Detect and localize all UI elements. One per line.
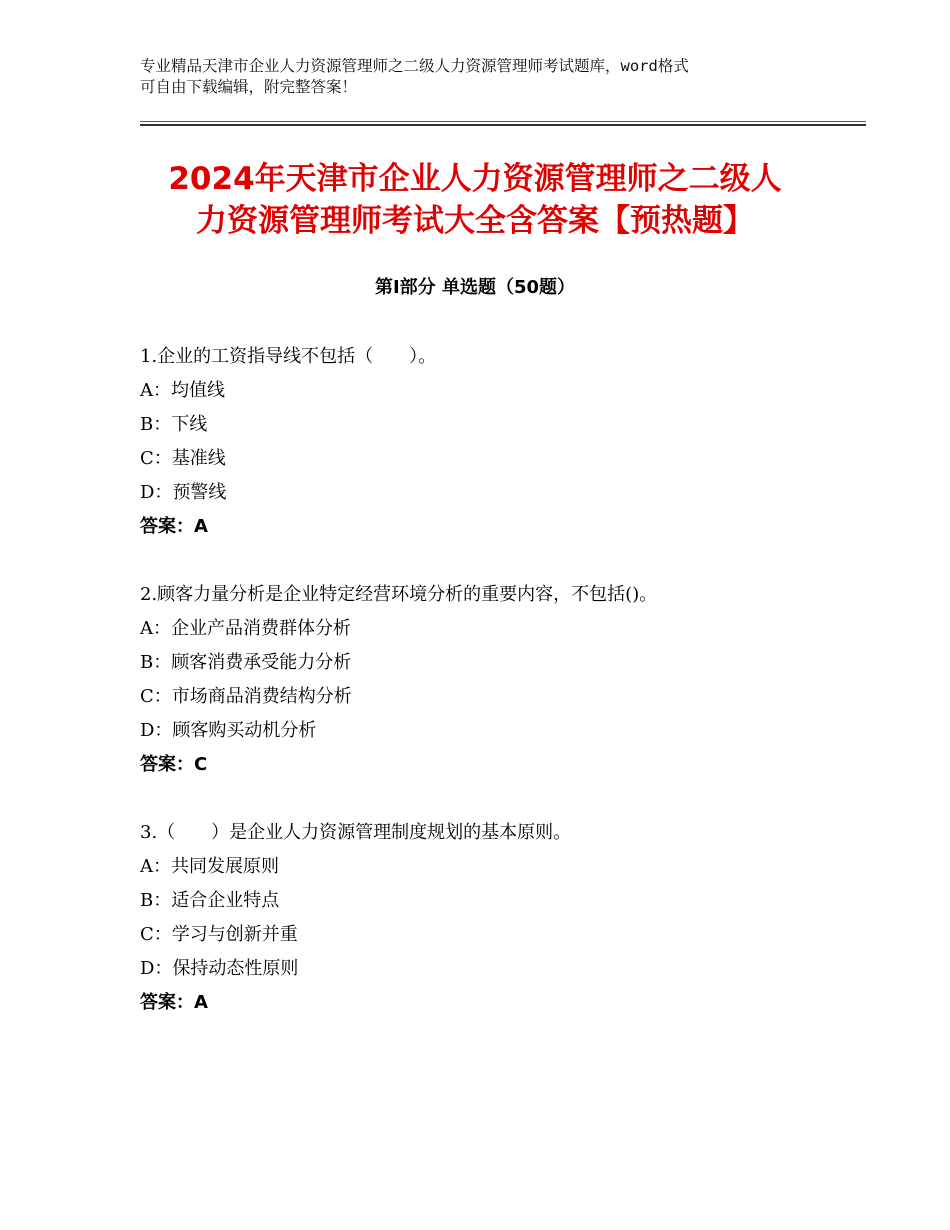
option-b: B：适合企业特点 bbox=[140, 890, 280, 911]
option-d: D：顾客购买动机分析 bbox=[140, 720, 317, 741]
option-a: A：均值线 bbox=[140, 380, 225, 401]
question-list bbox=[140, 343, 860, 1057]
question-text: 1.企业的工资指导线不包括（ ）。 bbox=[140, 346, 437, 367]
answer: 答案：A bbox=[140, 992, 208, 1013]
document-title-line-2: 力资源管理师考试大全含答案【预热题】 bbox=[196, 203, 754, 239]
option-b: B：下线 bbox=[140, 414, 208, 435]
option-c: C：学习与创新并重 bbox=[140, 924, 298, 945]
section-title: 第Ⅰ部分 单选题（50题） bbox=[374, 277, 575, 298]
option-d: D：保持动态性原则 bbox=[140, 958, 299, 979]
header-note-line-2: 可自由下载编辑，附完整答案！ bbox=[140, 78, 358, 96]
option-a: A：企业产品消费群体分析 bbox=[140, 618, 351, 639]
header-divider-thick bbox=[140, 124, 866, 126]
question-text: 2.顾客力量分析是企业特定经营环境分析的重要内容，不包括()。 bbox=[140, 584, 658, 605]
header-note bbox=[140, 56, 820, 98]
answer: 答案：C bbox=[140, 754, 208, 775]
answer: 答案：A bbox=[140, 516, 208, 537]
option-b: B：顾客消费承受能力分析 bbox=[140, 652, 352, 673]
document-title bbox=[100, 158, 850, 242]
option-a: A：共同发展原则 bbox=[140, 856, 279, 877]
option-c: C：基准线 bbox=[140, 448, 226, 469]
question-item bbox=[140, 343, 860, 547]
question-item bbox=[140, 819, 860, 1023]
option-d: D：预警线 bbox=[140, 482, 227, 503]
document-title-line-1: 2024年天津市企业人力资源管理师之二级人 bbox=[168, 161, 782, 197]
question-text: 3.（ ）是企业人力资源管理制度规划的基本原则。 bbox=[140, 822, 572, 843]
header-note-line-1: 专业精品天津市企业人力资源管理师之二级人力资源管理师考试题库，word格式 bbox=[140, 57, 689, 75]
question-item bbox=[140, 581, 860, 785]
header-divider-thin bbox=[140, 121, 866, 122]
option-c: C：市场商品消费结构分析 bbox=[140, 686, 352, 707]
